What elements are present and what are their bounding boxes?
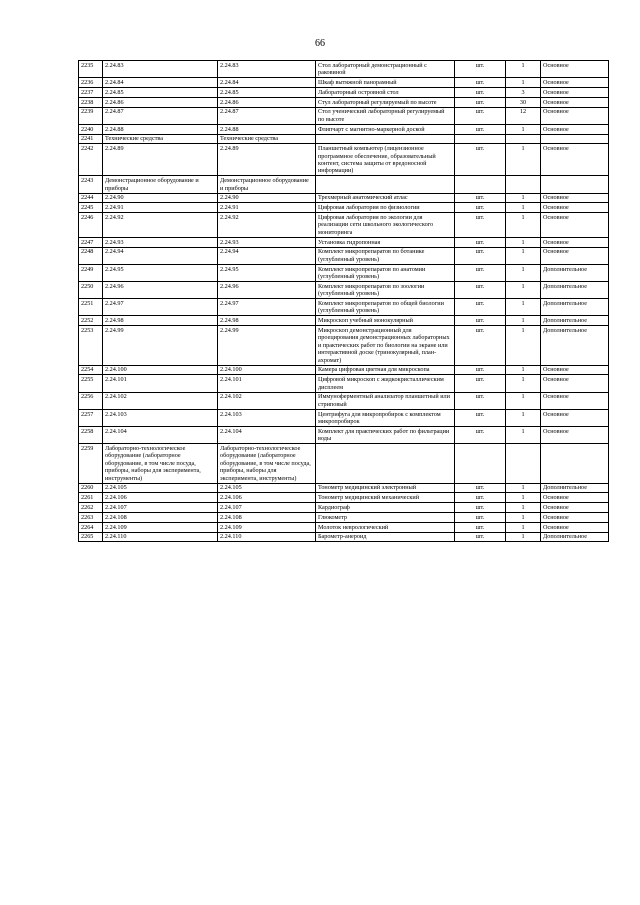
item-name-cell: Комплект микропрепаратов по анатомии (углубленный уровень) <box>316 264 455 281</box>
row-number-cell: 2258 <box>79 427 103 444</box>
item-name-cell: Шкаф вытяжной панорамный <box>316 78 455 88</box>
equipment-type-cell: Основное <box>541 237 609 247</box>
row-number-cell: 2243 <box>79 176 103 193</box>
unit-cell: шт. <box>455 107 506 124</box>
item-name-cell <box>316 134 455 144</box>
unit-cell: шт. <box>455 88 506 98</box>
code-cell: 2.24.110 <box>103 532 218 542</box>
unit-cell: шт. <box>455 193 506 203</box>
equipment-type-cell: Дополнительное <box>541 264 609 281</box>
unit-cell: шт. <box>455 124 506 134</box>
quantity-cell: 1 <box>506 375 541 392</box>
quantity-cell: 1 <box>506 392 541 409</box>
item-name-cell: Цифровой микроскоп с жидкокристаллическим дисплеем <box>316 375 455 392</box>
item-name-cell: Молоток неврологический <box>316 522 455 532</box>
equipment-table <box>78 60 609 542</box>
equipment-type-cell: Основное <box>541 61 609 78</box>
code-cell: 2.24.101 <box>103 375 218 392</box>
equipment-type-cell: Основное <box>541 203 609 213</box>
code-duplicate-cell: 2.24.88 <box>218 124 316 134</box>
unit-cell: шт. <box>455 493 506 503</box>
equipment-type-cell: Дополнительное <box>541 326 609 365</box>
quantity-cell: 1 <box>506 503 541 513</box>
code-cell: 2.24.91 <box>103 203 218 213</box>
table-row <box>79 282 609 299</box>
code-cell: 2.24.103 <box>103 409 218 426</box>
equipment-type-cell <box>541 134 609 144</box>
row-number-cell: 2253 <box>79 326 103 365</box>
unit-cell: шт. <box>455 237 506 247</box>
code-cell: Технические средства <box>103 134 218 144</box>
code-duplicate-cell: Демонстрационное оборудование и приборы <box>218 176 316 193</box>
row-number-cell: 2241 <box>79 134 103 144</box>
code-duplicate-cell: 2.24.104 <box>218 427 316 444</box>
quantity-cell: 1 <box>506 282 541 299</box>
item-name-cell: Микроскоп демонстрационный для проецирования демонстрационных лабораторных и практических работ по биологии на экране или интерактивной доске (тринокулярный, план-ахромат) <box>316 326 455 365</box>
code-duplicate-cell: 2.24.94 <box>218 247 316 264</box>
quantity-cell: 1 <box>506 522 541 532</box>
code-duplicate-cell: 2.24.107 <box>218 503 316 513</box>
code-duplicate-cell: 2.24.93 <box>218 237 316 247</box>
item-name-cell: Центрифуга для микропробирок с комплектом микропробирок <box>316 409 455 426</box>
unit-cell: шт. <box>455 213 506 238</box>
code-cell: 2.24.99 <box>103 326 218 365</box>
unit-cell: шт. <box>455 427 506 444</box>
table-row <box>79 88 609 98</box>
table-row <box>79 264 609 281</box>
table-row <box>79 532 609 542</box>
equipment-type-cell: Основное <box>541 493 609 503</box>
item-name-cell: Тонометр медицинский механический <box>316 493 455 503</box>
item-name-cell: Стол ученический лабораторный регулируемый по высоте <box>316 107 455 124</box>
code-duplicate-cell: 2.24.110 <box>218 532 316 542</box>
item-name-cell: Комплект микропрепаратов по ботанике (углубленный уровень) <box>316 247 455 264</box>
table-row <box>79 247 609 264</box>
row-number-cell: 2239 <box>79 107 103 124</box>
unit-cell: шт. <box>455 409 506 426</box>
table-row <box>79 493 609 503</box>
code-duplicate-cell: 2.24.97 <box>218 299 316 316</box>
code-cell: 2.24.96 <box>103 282 218 299</box>
table-row <box>79 503 609 513</box>
equipment-type-cell: Основное <box>541 124 609 134</box>
row-number-cell: 2257 <box>79 409 103 426</box>
table-row <box>79 61 609 78</box>
item-name-cell <box>316 176 455 193</box>
code-cell: 2.24.84 <box>103 78 218 88</box>
unit-cell: шт. <box>455 365 506 375</box>
item-name-cell: Комплект для практических работ по фильтрации воды <box>316 427 455 444</box>
item-name-cell: Комплект микропрепаратов по общей биологии (углубленный уровень) <box>316 299 455 316</box>
code-duplicate-cell: 2.24.98 <box>218 316 316 326</box>
item-name-cell: Барометр-анероид <box>316 532 455 542</box>
code-cell: 2.24.93 <box>103 237 218 247</box>
item-name-cell: Флипчарт с магнитно-маркерной доской <box>316 124 455 134</box>
quantity-cell: 3 <box>506 88 541 98</box>
row-number-cell: 2265 <box>79 532 103 542</box>
quantity-cell: 1 <box>506 264 541 281</box>
code-cell: 2.24.85 <box>103 88 218 98</box>
unit-cell: шт. <box>455 316 506 326</box>
row-number-cell: 2260 <box>79 483 103 493</box>
item-name-cell: Стул лабораторный регулируемый по высоте <box>316 97 455 107</box>
code-cell: 2.24.89 <box>103 144 218 176</box>
code-duplicate-cell: Технические средства <box>218 134 316 144</box>
code-cell: 2.24.107 <box>103 503 218 513</box>
table-row <box>79 522 609 532</box>
equipment-type-cell: Основное <box>541 78 609 88</box>
quantity-cell: 1 <box>506 532 541 542</box>
table-row <box>79 144 609 176</box>
item-name-cell <box>316 444 455 483</box>
equipment-type-cell: Основное <box>541 409 609 426</box>
table-row <box>79 483 609 493</box>
code-cell: 2.24.88 <box>103 124 218 134</box>
code-cell: 2.24.87 <box>103 107 218 124</box>
equipment-type-cell: Основное <box>541 513 609 523</box>
quantity-cell: 1 <box>506 193 541 203</box>
quantity-cell: 1 <box>506 483 541 493</box>
item-name-cell: Глюкометр <box>316 513 455 523</box>
quantity-cell: 1 <box>506 237 541 247</box>
row-number-cell: 2235 <box>79 61 103 78</box>
quantity-cell: 1 <box>506 203 541 213</box>
unit-cell: шт. <box>455 392 506 409</box>
code-duplicate-cell: 2.24.101 <box>218 375 316 392</box>
unit-cell <box>455 444 506 483</box>
item-name-cell: Стол лабораторный демонстрационный с раковиной <box>316 61 455 78</box>
quantity-cell: 1 <box>506 61 541 78</box>
code-cell: 2.24.86 <box>103 97 218 107</box>
code-duplicate-cell: 2.24.105 <box>218 483 316 493</box>
unit-cell: шт. <box>455 282 506 299</box>
table-row <box>79 237 609 247</box>
table-row <box>79 326 609 365</box>
code-cell: 2.24.83 <box>103 61 218 78</box>
table-row <box>79 409 609 426</box>
code-cell: 2.24.92 <box>103 213 218 238</box>
code-cell: 2.24.94 <box>103 247 218 264</box>
unit-cell: шт. <box>455 503 506 513</box>
table-row <box>79 299 609 316</box>
quantity-cell: 1 <box>506 427 541 444</box>
code-cell: 2.24.104 <box>103 427 218 444</box>
code-duplicate-cell: 2.24.99 <box>218 326 316 365</box>
item-name-cell: Микроскоп учебный монокулярный <box>316 316 455 326</box>
quantity-cell: 1 <box>506 299 541 316</box>
quantity-cell: 1 <box>506 365 541 375</box>
code-duplicate-cell: 2.24.92 <box>218 213 316 238</box>
row-number-cell: 2261 <box>79 493 103 503</box>
item-name-cell: Лабораторный островной стол <box>316 88 455 98</box>
unit-cell: шт. <box>455 97 506 107</box>
table-row <box>79 203 609 213</box>
table-row <box>79 176 609 193</box>
row-number-cell: 2254 <box>79 365 103 375</box>
row-number-cell: 2250 <box>79 282 103 299</box>
code-cell: 2.24.90 <box>103 193 218 203</box>
code-duplicate-cell: 2.24.108 <box>218 513 316 523</box>
quantity-cell: 1 <box>506 213 541 238</box>
row-number-cell: 2244 <box>79 193 103 203</box>
code-duplicate-cell: 2.24.85 <box>218 88 316 98</box>
code-duplicate-cell: 2.24.87 <box>218 107 316 124</box>
unit-cell: шт. <box>455 144 506 176</box>
row-number-cell: 2262 <box>79 503 103 513</box>
page-number: 66 <box>315 38 325 49</box>
equipment-type-cell: Основное <box>541 88 609 98</box>
row-number-cell: 2238 <box>79 97 103 107</box>
row-number-cell: 2252 <box>79 316 103 326</box>
code-duplicate-cell: 2.24.83 <box>218 61 316 78</box>
equipment-type-cell: Основное <box>541 247 609 264</box>
equipment-type-cell: Основное <box>541 213 609 238</box>
row-number-cell: 2240 <box>79 124 103 134</box>
unit-cell: шт. <box>455 299 506 316</box>
equipment-type-cell <box>541 176 609 193</box>
row-number-cell: 2236 <box>79 78 103 88</box>
table-row <box>79 365 609 375</box>
unit-cell: шт. <box>455 203 506 213</box>
row-number-cell: 2251 <box>79 299 103 316</box>
unit-cell: шт. <box>455 264 506 281</box>
item-name-cell: Тонометр медицинский электронный <box>316 483 455 493</box>
item-name-cell: Установка гидропонная <box>316 237 455 247</box>
table-row <box>79 97 609 107</box>
unit-cell: шт. <box>455 513 506 523</box>
code-cell: 2.24.100 <box>103 365 218 375</box>
code-duplicate-cell: 2.24.84 <box>218 78 316 88</box>
row-number-cell: 2247 <box>79 237 103 247</box>
code-duplicate-cell: 2.24.91 <box>218 203 316 213</box>
code-duplicate-cell: 2.24.96 <box>218 282 316 299</box>
quantity-cell: 1 <box>506 247 541 264</box>
item-name-cell: Цифровая лаборатория по физиологии <box>316 203 455 213</box>
unit-cell: шт. <box>455 522 506 532</box>
equipment-type-cell: Основное <box>541 193 609 203</box>
code-cell: 2.24.106 <box>103 493 218 503</box>
equipment-type-cell: Основное <box>541 365 609 375</box>
quantity-cell: 1 <box>506 316 541 326</box>
table-row <box>79 78 609 88</box>
code-duplicate-cell: 2.24.100 <box>218 365 316 375</box>
table-row <box>79 375 609 392</box>
quantity-cell <box>506 176 541 193</box>
quantity-cell: 1 <box>506 493 541 503</box>
item-name-cell: Цифровая лаборатория по экологии для реализации сети школьного экологического мониторинга <box>316 213 455 238</box>
table-row <box>79 427 609 444</box>
equipment-type-cell: Дополнительное <box>541 532 609 542</box>
table-row <box>79 107 609 124</box>
code-duplicate-cell: Лабораторно-технологическое оборудование (лабораторное оборудование, в том числе посуда, приборы, наборы для эксперимента, инструменты) <box>218 444 316 483</box>
row-number-cell: 2237 <box>79 88 103 98</box>
quantity-cell: 1 <box>506 78 541 88</box>
unit-cell <box>455 134 506 144</box>
table-row <box>79 392 609 409</box>
quantity-cell: 1 <box>506 409 541 426</box>
unit-cell: шт. <box>455 483 506 493</box>
equipment-type-cell: Основное <box>541 97 609 107</box>
code-cell: 2.24.109 <box>103 522 218 532</box>
quantity-cell: 1 <box>506 326 541 365</box>
table-row <box>79 124 609 134</box>
unit-cell: шт. <box>455 375 506 392</box>
code-duplicate-cell: 2.24.109 <box>218 522 316 532</box>
equipment-type-cell: Основное <box>541 392 609 409</box>
equipment-type-cell <box>541 444 609 483</box>
quantity-cell: 12 <box>506 107 541 124</box>
row-number-cell: 2256 <box>79 392 103 409</box>
code-cell: Демонстрационное оборудование и приборы <box>103 176 218 193</box>
unit-cell: шт. <box>455 532 506 542</box>
item-name-cell: Иммуноферментный анализатор планшетный или стриповый <box>316 392 455 409</box>
unit-cell: шт. <box>455 247 506 264</box>
code-cell: 2.24.105 <box>103 483 218 493</box>
row-number-cell: 2259 <box>79 444 103 483</box>
table-row <box>79 134 609 144</box>
equipment-type-cell: Основное <box>541 503 609 513</box>
code-duplicate-cell: 2.24.89 <box>218 144 316 176</box>
code-cell: 2.24.108 <box>103 513 218 523</box>
row-number-cell: 2245 <box>79 203 103 213</box>
code-duplicate-cell: 2.24.95 <box>218 264 316 281</box>
quantity-cell <box>506 134 541 144</box>
quantity-cell: 1 <box>506 124 541 134</box>
code-cell: Лабораторно-технологическое оборудование (лабораторное оборудование, в том числе посуда, приборы, наборы для эксперимента, инструменты) <box>103 444 218 483</box>
equipment-type-cell: Дополнительное <box>541 282 609 299</box>
equipment-type-cell: Основное <box>541 375 609 392</box>
row-number-cell: 2264 <box>79 522 103 532</box>
quantity-cell: 1 <box>506 144 541 176</box>
row-number-cell: 2242 <box>79 144 103 176</box>
unit-cell: шт. <box>455 61 506 78</box>
item-name-cell: Камера цифровая цветная для микроскопа <box>316 365 455 375</box>
quantity-cell: 1 <box>506 513 541 523</box>
table-row <box>79 213 609 238</box>
equipment-type-cell: Дополнительное <box>541 316 609 326</box>
code-cell: 2.24.102 <box>103 392 218 409</box>
equipment-type-cell: Основное <box>541 522 609 532</box>
code-duplicate-cell: 2.24.102 <box>218 392 316 409</box>
table-row <box>79 513 609 523</box>
quantity-cell: 30 <box>506 97 541 107</box>
row-number-cell: 2263 <box>79 513 103 523</box>
unit-cell: шт. <box>455 326 506 365</box>
equipment-type-cell: Основное <box>541 107 609 124</box>
equipment-type-cell: Дополнительное <box>541 299 609 316</box>
item-name-cell: Комплект микропрепаратов по зоологии (углубленный уровень) <box>316 282 455 299</box>
code-cell: 2.24.97 <box>103 299 218 316</box>
table-row <box>79 316 609 326</box>
row-number-cell: 2249 <box>79 264 103 281</box>
equipment-type-cell: Дополнительное <box>541 483 609 493</box>
code-duplicate-cell: 2.24.106 <box>218 493 316 503</box>
row-number-cell: 2255 <box>79 375 103 392</box>
item-name-cell: Кардиограф <box>316 503 455 513</box>
equipment-type-cell: Основное <box>541 144 609 176</box>
code-cell: 2.24.98 <box>103 316 218 326</box>
row-number-cell: 2246 <box>79 213 103 238</box>
table-row <box>79 444 609 483</box>
item-name-cell: Трехмерный анатомический атлас <box>316 193 455 203</box>
quantity-cell <box>506 444 541 483</box>
unit-cell <box>455 176 506 193</box>
code-duplicate-cell: 2.24.86 <box>218 97 316 107</box>
unit-cell: шт. <box>455 78 506 88</box>
code-duplicate-cell: 2.24.90 <box>218 193 316 203</box>
item-name-cell: Планшетный компьютер (лицензионное программное обеспечение, образовательный контент, система защиты от вредоносной информации) <box>316 144 455 176</box>
table-body <box>79 61 609 542</box>
code-duplicate-cell: 2.24.103 <box>218 409 316 426</box>
table-row <box>79 193 609 203</box>
row-number-cell: 2248 <box>79 247 103 264</box>
equipment-type-cell: Основное <box>541 427 609 444</box>
code-cell: 2.24.95 <box>103 264 218 281</box>
